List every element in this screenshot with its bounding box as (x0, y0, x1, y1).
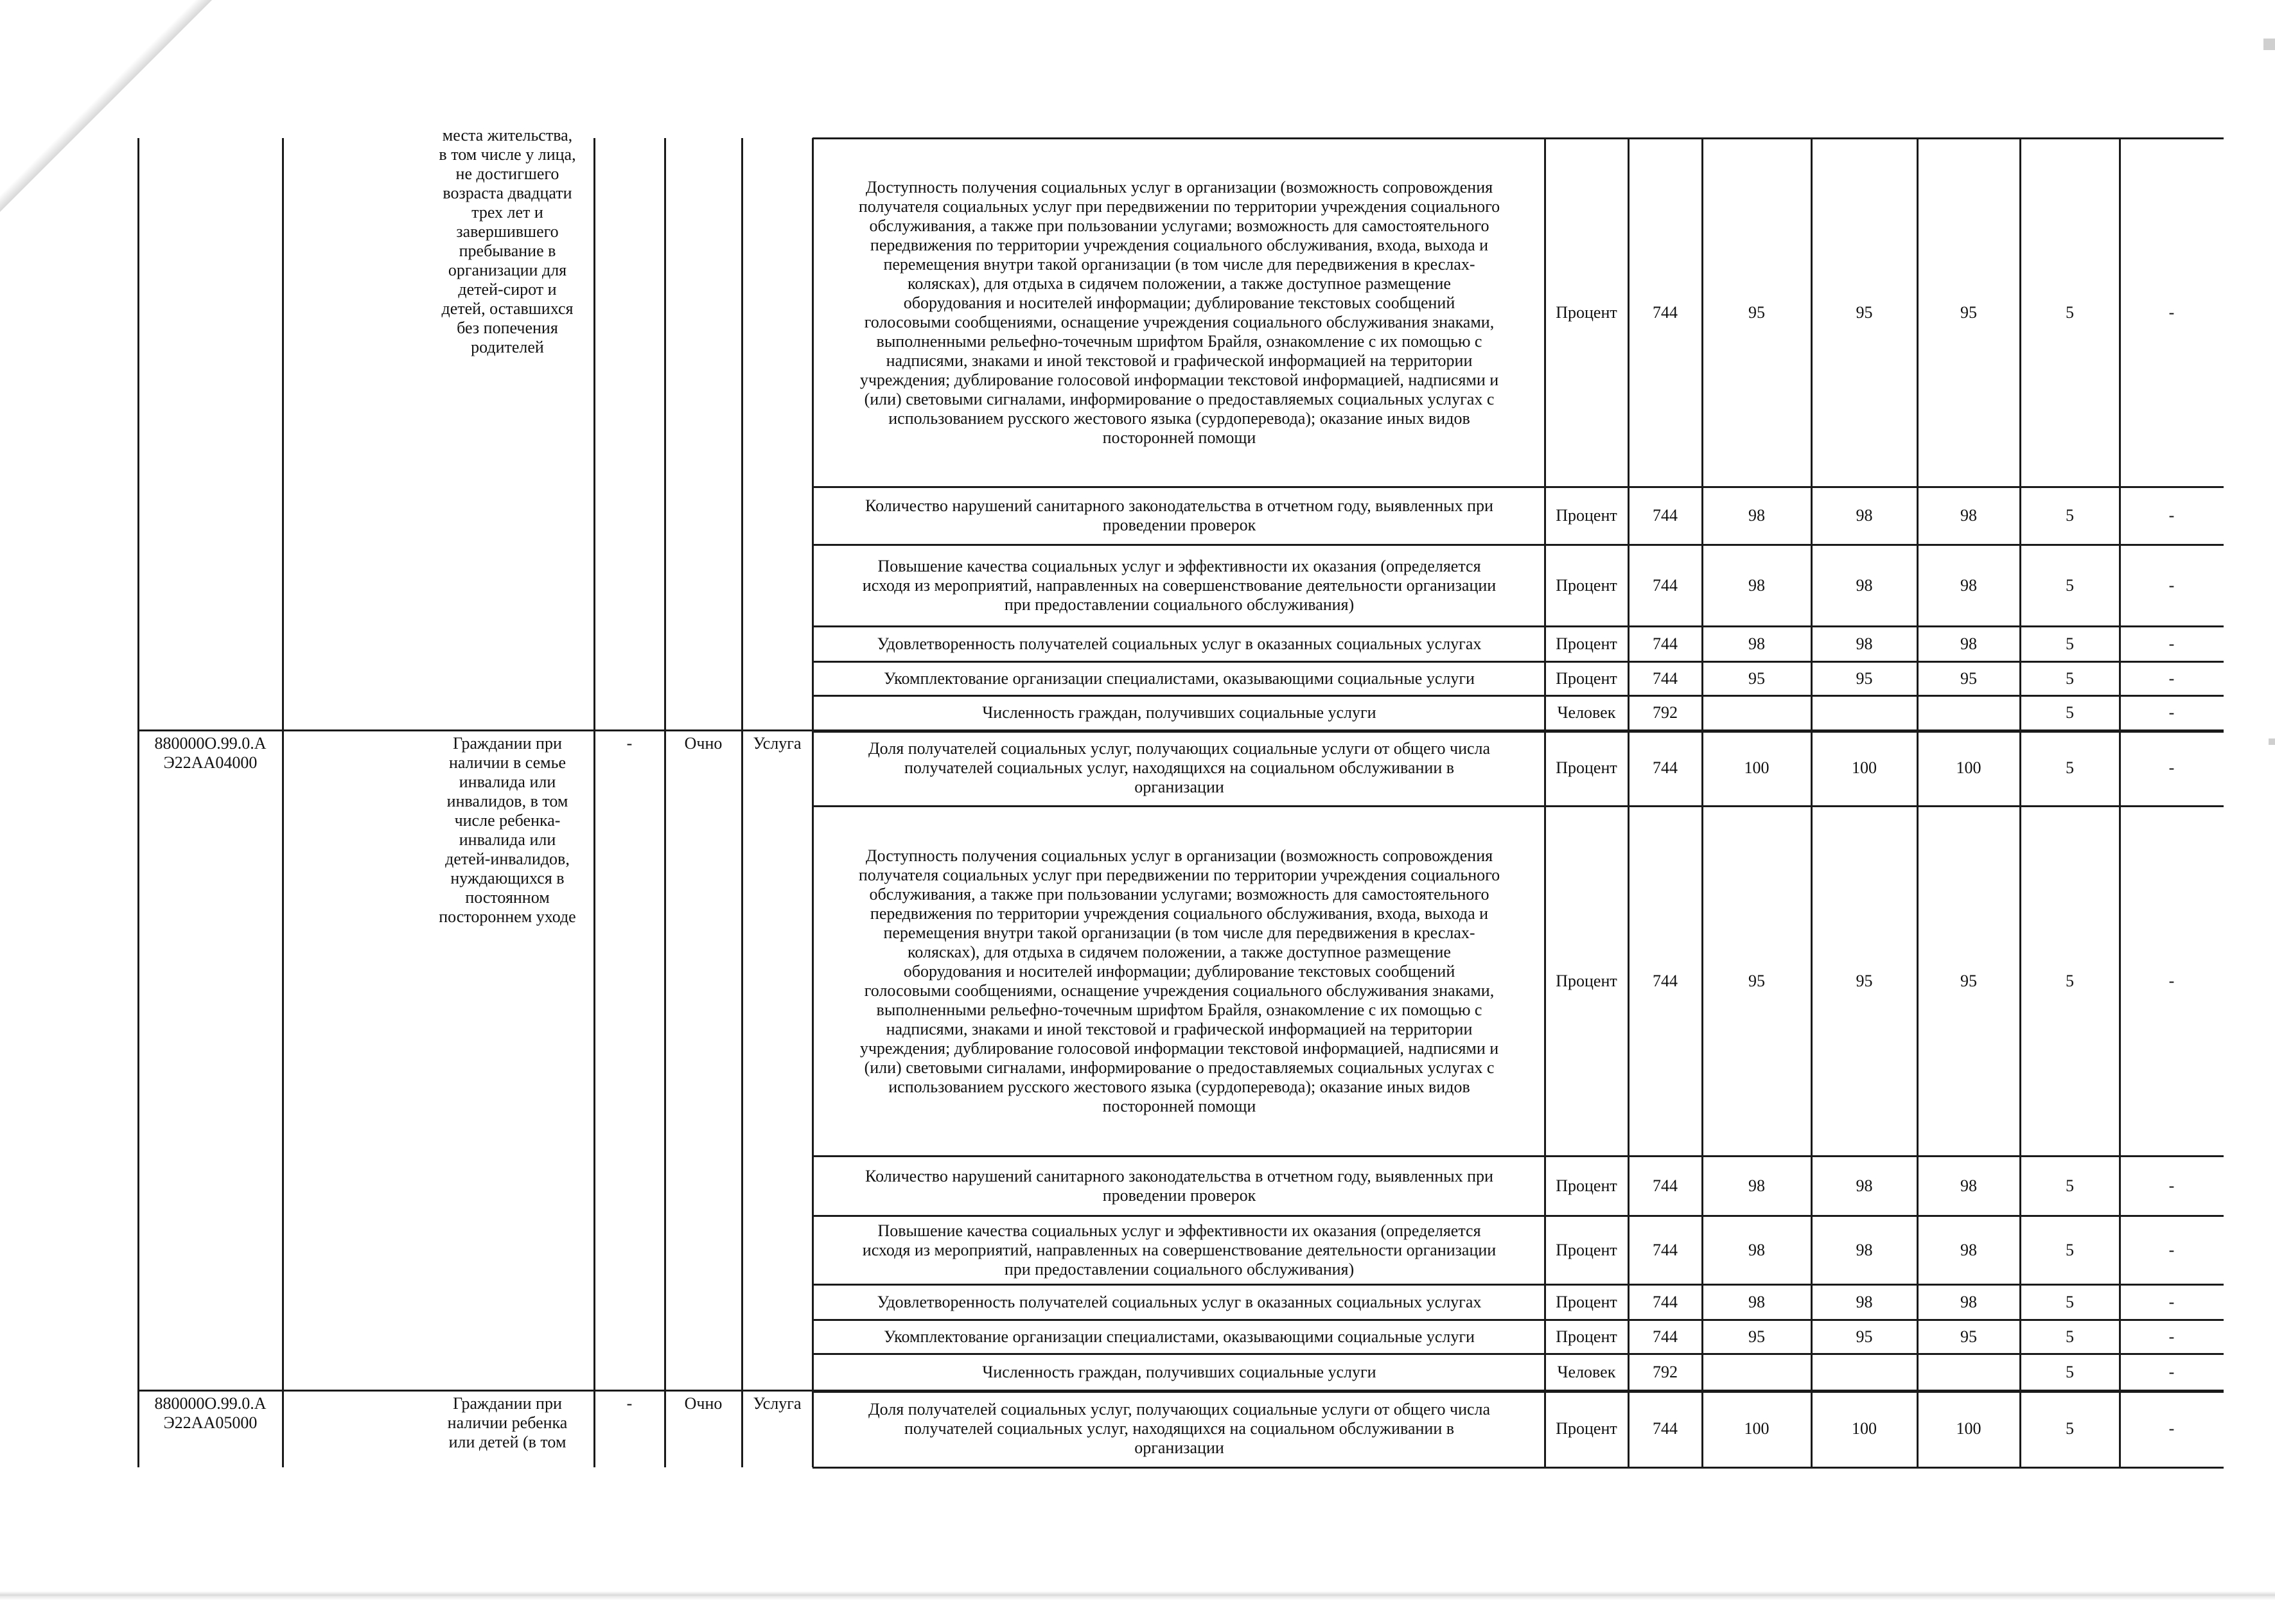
indicator-name: Доступность получения социальных услуг в организации (возможность сопровождения получателя социальных услуг при передвижении по территории учреждения социального обслуживания, а также при пользовании услугами; возможность для самостоятельного передвижения по территории учреждения социального обслуживания, входа, выхода и перемещения внутри такой организации (в том числе для передвижения в креслах- колясках), для отдыха в сидячем положении, а также доступное размещение оборудования и носителей информации; дублирование текстовых сообщений голосовыми сообщениями, оснащение учреждения социального обслуживания знаками, выполненными рельефно-точечным шрифтом Брайля, ознакомление с их помощью с надписями, знаками и иной текстовой и графической информацией на территории учреждения; дублирование голосовой информации текстовой информацией, надписями и (или) световыми сигналами, информирование о предоставляемых социальных услугах с использованием русского жестового языка (сурдоперевода); оказание иных видов посторонней помощи (858, 846, 1500, 1115)
value-year-1: 98 (1748, 634, 1765, 653)
column-border (664, 138, 666, 1467)
deviation-percent: 5 (2066, 1363, 2074, 1381)
column-border (1917, 138, 1919, 1467)
row-border (812, 1155, 2224, 1157)
indicator-name: Доля получателей социальных услуг, получающих социальные услуги от общего числа получателей социальных услуг, находящихся на социальном обслуживании в организации (868, 739, 1491, 796)
column-border (137, 138, 139, 1467)
value-year-3: 95 (1960, 972, 1977, 990)
okei-code: 792 (1653, 703, 1678, 722)
service-type (742, 142, 812, 164)
page-curl (0, 0, 212, 212)
indicator-name: Укомплектование организации специалистами, оказывающими социальные услуги (884, 1327, 1475, 1346)
okei-code: 792 (1653, 1363, 1678, 1381)
value-year-1: 98 (1748, 1176, 1765, 1195)
unit-name: Процент (1556, 1327, 1617, 1346)
indicator-name: Удовлетворенность получателей социальных услуг в оказанных социальных услугах (877, 1293, 1482, 1311)
okei-code: 744 (1653, 972, 1678, 990)
empty-marker: - (626, 1394, 633, 1413)
indicator-name: Повышение качества социальных услуг и эффективности их оказания (определяется исходя из мероприятий, направленных на совершенствование деятельности организации при предоставлении социального обслуживания) (862, 557, 1497, 614)
group-border (138, 729, 812, 731)
deviation-absolute: - (2168, 1419, 2175, 1438)
delivery-form (665, 142, 742, 164)
row-border (812, 1467, 2224, 1469)
row-border (812, 805, 2224, 807)
deviation-percent: 5 (2066, 1293, 2074, 1311)
recipient-category: Граждании при наличии в семье инвалида или инвалидов, в том числе ребенка- инвалида или детей-инвалидов, нуждающихся в постоянном постороннем уходе (439, 734, 576, 926)
deviation-absolute: - (2168, 1293, 2175, 1311)
deviation-percent: 5 (2066, 1241, 2074, 1259)
value-year-2: 98 (1856, 1293, 1873, 1311)
deviation-percent: 5 (2066, 1176, 2074, 1195)
deviation-absolute: - (2168, 506, 2175, 525)
column-border (2019, 138, 2021, 1467)
value-year-1: 98 (1748, 506, 1765, 525)
indicator-name: Доступность получения социальных услуг в организации (возможность сопровождения получателя социальных услуг при передвижении по территории учреждения социального обслуживания, а также при пользовании услугами; возможность для самостоятельного передвижения по территории учреждения социального обслуживания, входа, выхода и перемещения внутри такой организации (в том числе для передвижения в креслах- колясках), для отдыха в сидячем положении, а также доступное размещение оборудования и носителей информации; дублирование текстовых сообщений голосовыми сообщениями, оснащение учреждения социального обслуживания знаками, выполненными рельефно-точечным шрифтом Брайля, ознакомление с их помощью с надписями, знаками и иной текстовой и графической информацией на территории учреждения; дублирование голосовой информации текстовой информацией, надписями и (или) световыми сигналами, информирование о предоставляемых социальных услугах с использованием русского жестового языка (сурдоперевода); оказание иных видов посторонней помощи (858, 178, 1500, 447)
okei-code: 744 (1653, 1241, 1678, 1259)
value-year-2: 95 (1856, 303, 1873, 322)
unit-name: Процент (1556, 1419, 1617, 1438)
unit-name: Человек (1557, 703, 1616, 722)
value-year-3: 95 (1960, 669, 1977, 688)
value-year-2 (1811, 703, 1917, 725)
unit-name: Процент (1556, 506, 1617, 525)
deviation-absolute: - (2168, 634, 2175, 653)
indicator-name: Укомплектование организации специалистами, оказывающими социальные услуги (884, 669, 1475, 688)
value-year-2: 98 (1856, 576, 1873, 595)
empty-marker (594, 142, 665, 164)
deviation-percent: 5 (2066, 1327, 2074, 1346)
value-year-3: 98 (1960, 634, 1977, 653)
unit-name: Процент (1556, 758, 1617, 777)
value-year-2: 95 (1856, 972, 1873, 990)
unit-name: Процент (1556, 669, 1617, 688)
group-border (812, 1390, 2224, 1393)
okei-code: 744 (1653, 506, 1678, 525)
service-type: Услуга (753, 1394, 802, 1413)
deviation-absolute: - (2168, 1241, 2175, 1259)
deviation-absolute: - (2168, 669, 2175, 688)
empty-marker: - (626, 734, 633, 753)
unit-name: Процент (1556, 1176, 1617, 1195)
deviation-absolute: - (2168, 1327, 2175, 1346)
deviation-percent: 5 (2066, 972, 2074, 990)
value-year-1: 98 (1748, 1241, 1765, 1259)
value-year-3: 95 (1960, 303, 1977, 322)
value-year-2: 100 (1852, 1419, 1877, 1438)
okei-code: 744 (1653, 1327, 1678, 1346)
value-year-2: 98 (1856, 1241, 1873, 1259)
row-border (812, 486, 2224, 488)
okei-code: 744 (1653, 1293, 1678, 1311)
value-year-2: 95 (1856, 1327, 1873, 1346)
value-year-3: 98 (1960, 576, 1977, 595)
value-year-2: 98 (1856, 634, 1873, 653)
deviation-absolute: - (2168, 303, 2175, 322)
scan-mark (2269, 738, 2275, 745)
deviation-percent: 5 (2066, 758, 2074, 777)
indicator-name: Численность граждан, получивших социальные услуги (982, 703, 1376, 722)
row-border (812, 661, 2224, 663)
unit-name: Процент (1556, 1241, 1617, 1259)
value-year-1: 95 (1748, 669, 1765, 688)
value-year-1: 100 (1744, 758, 1770, 777)
deviation-percent: 5 (2066, 506, 2074, 525)
value-year-2: 98 (1856, 506, 1873, 525)
row-border (812, 1319, 2224, 1321)
value-year-3: 98 (1960, 1176, 1977, 1195)
value-year-3 (1917, 703, 2020, 725)
value-year-3: 98 (1960, 1293, 1977, 1311)
deviation-absolute: - (2168, 576, 2175, 595)
okei-code: 744 (1653, 669, 1678, 688)
deviation-percent: 5 (2066, 1419, 2074, 1438)
okei-code: 744 (1653, 1419, 1678, 1438)
deviation-absolute: - (2168, 1176, 2175, 1195)
okei-code: 744 (1653, 1176, 1678, 1195)
column-border (2119, 138, 2121, 1467)
value-year-1: 100 (1744, 1419, 1770, 1438)
okei-code: 744 (1653, 634, 1678, 653)
column-border (1628, 138, 1629, 1467)
table-top-border (812, 137, 2224, 139)
scan-mark (2263, 39, 2275, 50)
recipient-category: Граждании при наличии ребенка или детей (в том (447, 1394, 568, 1451)
value-year-1 (1702, 703, 1811, 725)
group-border (812, 729, 2224, 733)
value-year-1: 98 (1748, 576, 1765, 595)
indicator-name: Удовлетворенность получателей социальных услуг в оказанных социальных услугах (877, 634, 1482, 653)
value-year-3: 100 (1956, 758, 1981, 777)
deviation-absolute: - (2168, 972, 2175, 990)
service-code: 880000О.99.0.А Э22АА04000 (154, 734, 267, 772)
deviation-absolute: - (2168, 1363, 2175, 1381)
indicator-name: Количество нарушений санитарного законодательства в отчетном году, выявленных при проведении проверок (865, 496, 1493, 534)
deviation-percent: 5 (2066, 303, 2074, 322)
scan-edge (0, 1591, 2275, 1600)
service-type: Услуга (753, 734, 802, 753)
row-border (812, 1284, 2224, 1286)
row-border (812, 1353, 2224, 1355)
value-year-1: 98 (1748, 1293, 1765, 1311)
value-year-1 (1702, 1363, 1811, 1384)
deviation-percent: 5 (2066, 576, 2074, 595)
value-year-3: 98 (1960, 1241, 1977, 1259)
deviation-absolute: - (2168, 703, 2175, 722)
delivery-form: Очно (684, 1394, 723, 1413)
okei-code: 744 (1653, 303, 1678, 322)
deviation-percent: 5 (2066, 634, 2074, 653)
value-year-3: 98 (1960, 506, 1977, 525)
unit-name: Процент (1556, 634, 1617, 653)
unit-name: Процент (1556, 576, 1617, 595)
value-year-1: 95 (1748, 1327, 1765, 1346)
row-border (812, 1215, 2224, 1217)
row-border (812, 695, 2224, 697)
deviation-absolute: - (2168, 758, 2175, 777)
delivery-form: Очно (684, 734, 723, 753)
indicator-name: Численность граждан, получивших социальные услуги (982, 1363, 1376, 1381)
column-border (1811, 138, 1813, 1467)
unit-name: Процент (1556, 972, 1617, 990)
value-year-2: 98 (1856, 1176, 1873, 1195)
value-year-1: 95 (1748, 972, 1765, 990)
okei-code: 744 (1653, 758, 1678, 777)
unit-name: Процент (1556, 303, 1617, 322)
value-year-2: 100 (1852, 758, 1877, 777)
value-year-2 (1811, 1363, 1917, 1384)
value-year-1: 95 (1748, 303, 1765, 322)
value-year-2: 95 (1856, 669, 1873, 688)
deviation-percent: 5 (2066, 703, 2074, 722)
deviation-percent: 5 (2066, 669, 2074, 688)
value-year-3: 100 (1956, 1419, 1981, 1438)
row-border (812, 625, 2224, 627)
column-border (1701, 138, 1703, 1467)
column-border (282, 138, 284, 1467)
unit-name: Процент (1556, 1293, 1617, 1311)
value-year-3: 95 (1960, 1327, 1977, 1346)
recipient-category: места жительства, в том числе у лица, не достигшего возраста двадцати трех лет и завершившего пребывание в организации для детей-сирот и детей, оставшихся без попечения родителей (439, 126, 576, 356)
row-border (812, 544, 2224, 546)
indicator-name: Количество нарушений санитарного законодательства в отчетном году, выявленных при проведении проверок (865, 1167, 1493, 1205)
okei-code: 744 (1653, 576, 1678, 595)
indicator-name: Доля получателей социальных услуг, получающих социальные услуги от общего числа получателей социальных услуг, находящихся на социальном обслуживании в организации (868, 1400, 1491, 1457)
group-border (138, 1390, 812, 1392)
service-code (138, 142, 283, 164)
column-border (741, 138, 743, 1467)
service-code: 880000О.99.0.А Э22АА05000 (154, 1394, 267, 1432)
unit-name: Человек (1557, 1363, 1616, 1381)
indicator-name: Повышение качества социальных услуг и эффективности их оказания (определяется исходя из мероприятий, направленных на совершенствование деятельности организации при предоставлении социального обслуживания) (862, 1221, 1497, 1279)
value-year-3 (1917, 1363, 2020, 1384)
